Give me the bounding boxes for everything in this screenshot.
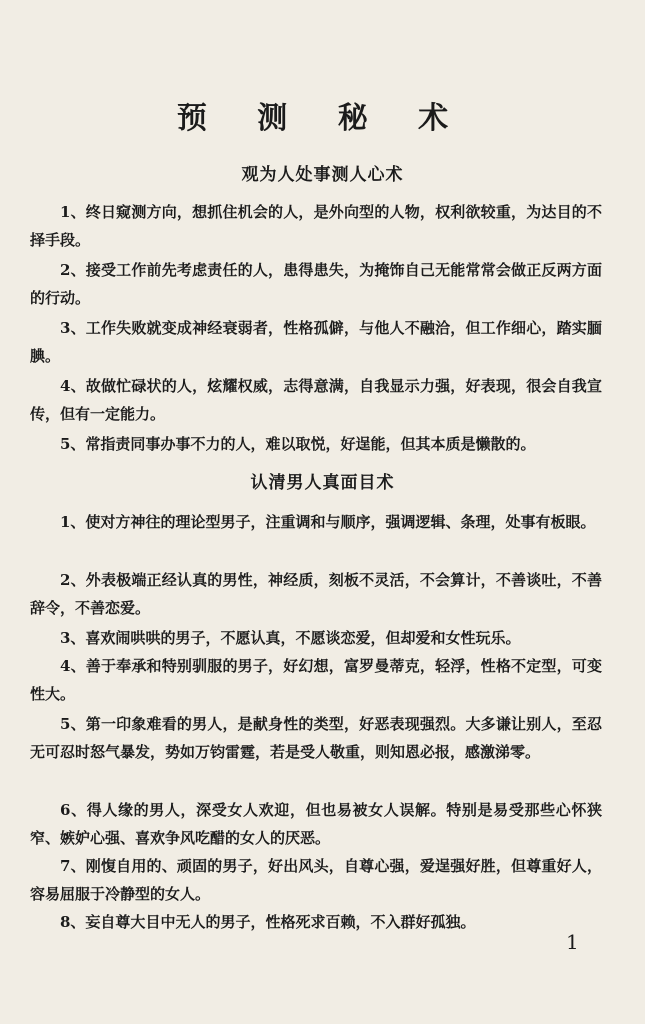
section-heading-1: 观为人处事测人心术 — [241, 165, 404, 185]
page-number: 1 — [566, 930, 579, 954]
paragraph: 5、第一印象难看的男人，是献身性的类型，好恶表现强烈。大多谦让别人，至忍无可忍时怒气暴发，势如万钧雷霆，若是受人敬重，则知恩必报，感激涕零。 — [30, 715, 602, 761]
page-title: 预 测 秘 术 — [176, 101, 469, 136]
paragraph: 2、外表极端正经认真的男性，神经质，刻板不灵活，不会算计，不善谈吐，不善辞令，不善恋爱。 — [30, 571, 602, 617]
paragraph: 6、得人缘的男人，深受女人欢迎，但也易被女人误解。特别是易受那些心怀狭窄、嫉妒心强、喜欢争风吃醋的女人的厌恶。 — [30, 801, 602, 847]
paragraph: 3、工作失败就变成神经衰弱者，性格孤僻，与他人不融洽，但工作细心，踏实腼腆。 — [30, 319, 602, 365]
paragraph: 4、故做忙碌状的人，炫耀权威，志得意满，自我显示力强，好表现，很会自我宣传，但有一定能力。 — [30, 377, 602, 423]
paragraph: 7、刚愎自用的、顽固的男子，好出风头，自尊心强，爱逞强好胜，但尊重好人，容易屈服于冷静型的女人。 — [30, 857, 602, 903]
bleed-through-texture — [0, 60, 645, 75]
section-heading-2: 认清男人真面目术 — [250, 473, 395, 493]
paragraph: 1、使对方神往的理论型男子，注重调和与顺序，强调逻辑、条理，处事有板眼。 — [60, 513, 596, 531]
paragraph: 4、善于奉承和特别驯服的男子，好幻想，富罗曼蒂克，轻浮，性格不定型，可变性大。 — [30, 657, 602, 703]
paragraph: 5、常指责同事办事不力的人，难以取悦，好逞能，但其本质是懒散的。 — [60, 435, 536, 453]
paragraph: 3、喜欢闹哄哄的男子，不愿认真，不愿谈恋爱，但却爱和女性玩乐。 — [60, 629, 521, 647]
paragraph: 8、妄自尊大目中无人的男子，性格死求百赖，不入群好孤独。 — [60, 913, 476, 931]
paragraph: 1、终日窥测方向，想抓住机会的人，是外向型的人物，权利欲较重，为达目的不择手段。 — [30, 203, 602, 249]
paragraph: 2、接受工作前先考虑责任的人，患得患失，为掩饰自己无能常常会做正反两方面的行动。 — [30, 261, 602, 307]
